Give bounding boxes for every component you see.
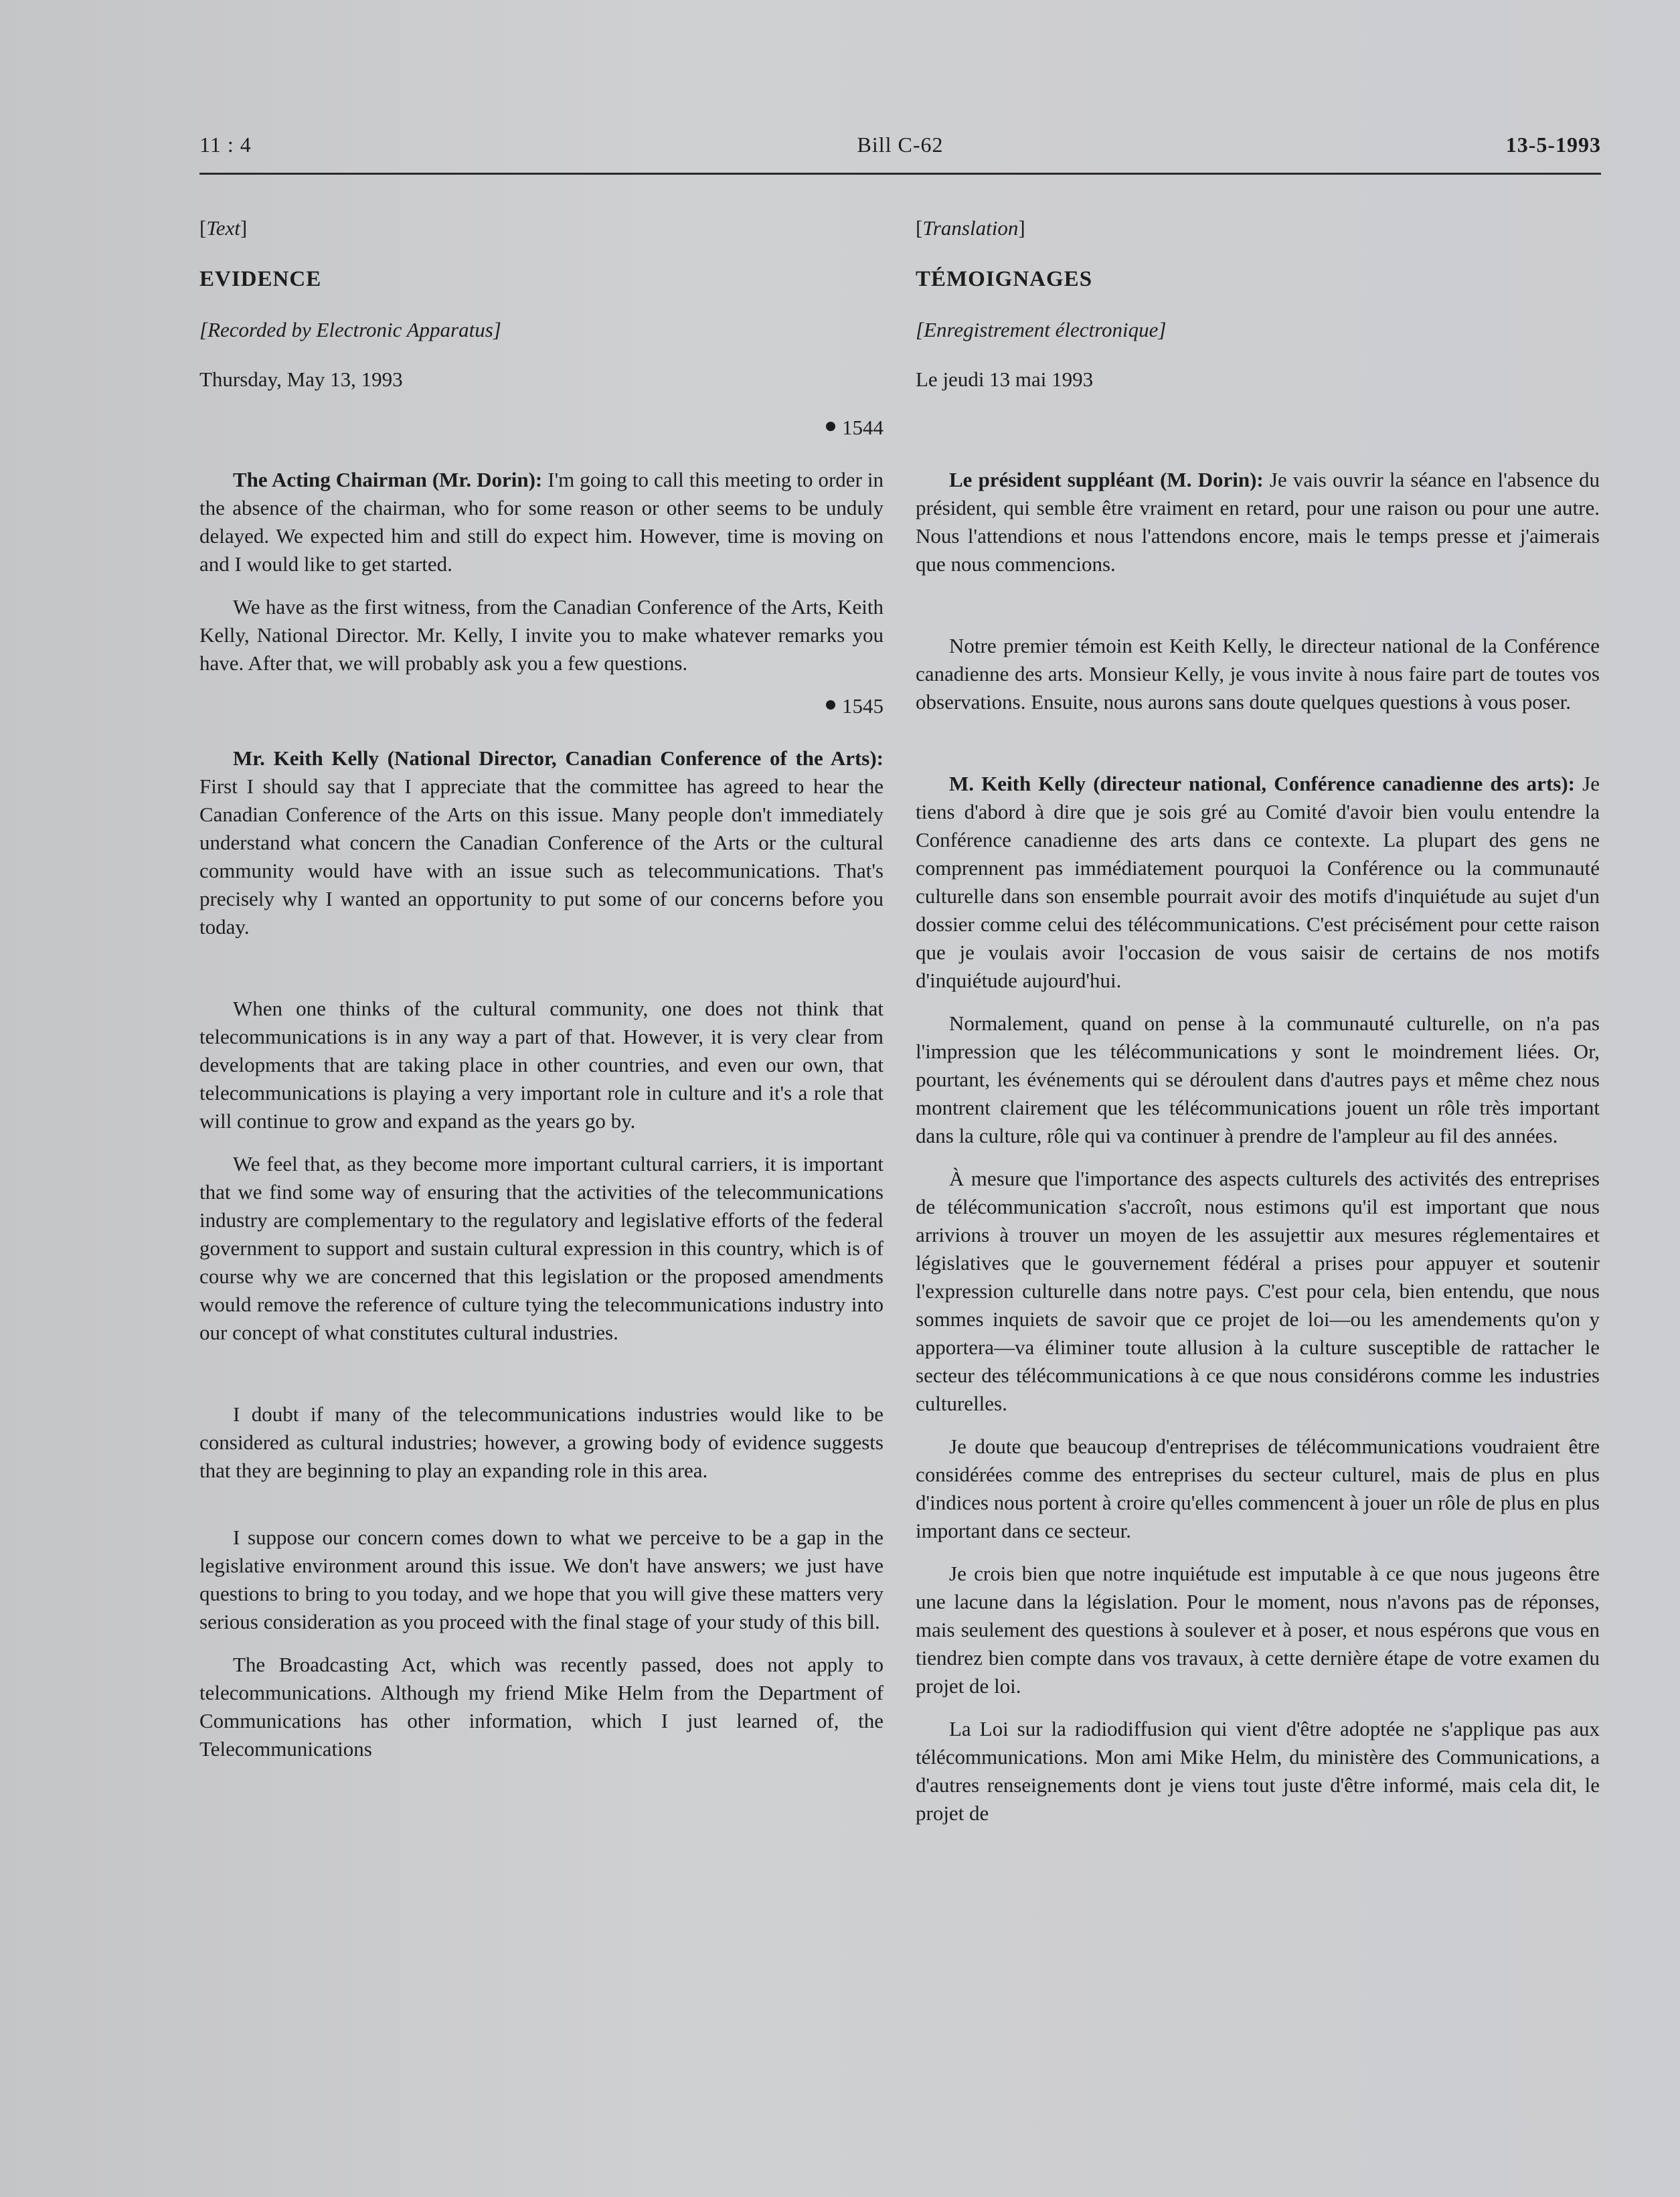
paragraph-kelly-opening: Mr. Keith Kelly (National Director, Canadian Conference of the Arts): First I should say that I appreciate that the committee has agreed to hear the Canadian Conference of the Arts on this issue. Many people don't immediately understand what concern the Canadian Conference of the Arts or the cultural community would have with an issue such as telecommunications. That's precisely why I wanted an opportunity to put some of our concerns before you today. (199, 746, 884, 939)
page-header (199, 133, 1601, 175)
paragraph-communaute-culturelle: Normalement, quand on pense à la communauté culturelle, on n'a pas l'impression que les télécommunications y sont le moindrement liées. Or, pourtant, les événements qui se déroulent dans d'autres pays et même chez nous montrent clairement que les télécommunications jouent un rôle très important dans la culture, rôle qui va continuer à prendre de l'ampleur au fil des années. (916, 1011, 1600, 1147)
speaker-name: Le président suppléant (M. Dorin): (949, 468, 1264, 491)
paragraph-president: Le président suppléant (M. Dorin): Je vais ouvrir la séance en l'absence du président, qui semble être vraiment en retard, pour une raison ou pour une autre. Nous l'attendions et nous l'attendons encore, mais le temps presse et j'aimerais que nous commencions. (916, 468, 1600, 576)
timestamp-1545: 1545 (199, 692, 884, 720)
meeting-date: Thursday, May 13, 1993 (199, 368, 403, 391)
speaker-name: M. Keith Kelly (directeur national, Conférence canadienne des arts): (949, 772, 1575, 795)
header-date: 13-5-1993 (1505, 133, 1601, 157)
paragraph-chairman: The Acting Chairman (Mr. Dorin): I'm going to call this meeting to order in the absence of the chairman, who for some reason or other seems to be unduly delayed. We expected him and still do expect him. However, time is moving on and I would like to get started. (199, 468, 884, 576)
paragraph-cultural-community: When one thinks of the cultural community, one does not think that telecommunications is in any way a part of that. However, it is very clear from developments that are taking place in other countries, and even our own, that telecommunications is playing a very important role in culture and it's a role that will continue to grow and expand as the years go by. (199, 997, 884, 1133)
paragraph-cultural-carriers: We feel that, as they become more important cultural carriers, it is important that we find some way of ensuring that the activities of the telecommunications industry are complementary to the regulatory and legislative efforts of the federal government to support and sustain cultural expression in this country, which is of course why we are concerned that this legislation or the proposed amendments would remove the reference of culture tying the telecommunications industry into our concept of what constitutes cultural industries. (199, 1152, 884, 1344)
english-column (199, 214, 884, 1778)
paragraph-doubt: I doubt if many of the telecommunications industries would like to be considered as cultural industries; however, a growing body of evidence suggests that they are beginning to play an expanding role in this area. (199, 1402, 884, 1482)
timestamp-1544: 1544 (199, 414, 884, 442)
paragraph-broadcasting-act: The Broadcasting Act, which was recently passed, does not apply to telecommunications. Although my friend Mike Helm from the Department of Communications has other information, which I just learned of, the Telecommunications (199, 1653, 884, 1761)
french-column (916, 214, 1600, 1842)
paragraph-inquietude: Je crois bien que notre inquiétude est imputable à ce que nous jugeons être une lacune dans la législation. Pour le moment, nous n'avons pas de réponses, mais seulement des questions à soulever et à poser, et nous espérons que vous en tiendrez bien compte dans vos travaux, à cette dernière étape de votre examen du projet de loi. (916, 1562, 1600, 1698)
text-tag: [Text] (199, 216, 248, 240)
bullet-icon (826, 422, 835, 431)
recorded-note: [Recorded by Electronic Apparatus] (199, 318, 501, 341)
paragraph-aspects-culturels: À mesure que l'importance des aspects culturels des activités des entreprises de télécommunication s'accroît, nous estimons qu'il est important que nous arrivions à trouver un moyen de les assujettir aux mesures réglementaires et législatives que le gouvernement fédéral a prises pour appuyer et soutenir l'expression culturelle dans notre pays. C'est pour cela, bien entendu, que nous sommes inquiets de savoir que ce projet de loi—ou les amendements qu'on y apportera—va éliminer toute allusion à la culture susceptible de rattacher le secteur des télécommunications à ce que nous considérons comme les industries culturelles. (916, 1167, 1600, 1415)
paragraph-premier-temoin: Notre premier témoin est Keith Kelly, le directeur national de la Conférence canadienne des arts. Monsieur Kelly, je vous invite à nous faire part de toutes vos observations. Ensuite, nous aurons sans doute quelques questions à vous poser. (916, 634, 1600, 714)
temoignages-heading: TÉMOIGNAGES (916, 267, 1093, 291)
speaker-name: The Acting Chairman (Mr. Dorin): (233, 468, 543, 491)
paragraph-loi-radiodiffusion: La Loi sur la radiodiffusion qui vient d'être adoptée ne s'applique pas aux télécommunications. Mon ami Mike Helm, du ministère des Communications, a d'autres renseignements dont je viens tout juste d'être informé, mais cela dit, le projet de (916, 1717, 1600, 1825)
meeting-date-fr: Le jeudi 13 mai 1993 (916, 368, 1094, 391)
paragraph-gap: I suppose our concern comes down to what we perceive to be a gap in the legislative environment around this issue. We don't have answers; we just have questions to bring to you today, and we hope that you will give these matters very serious consideration as you proceed with the final stage of your study of this bill. (199, 1526, 884, 1633)
paragraph-first-witness: We have as the first witness, from the Canadian Conference of the Arts, Keith Kelly, National Director. Mr. Kelly, I invite you to make whatever remarks you have. After that, we will probably ask you a few questions. (199, 595, 884, 675)
paragraph-kelly-fr: M. Keith Kelly (directeur national, Conférence canadienne des arts): Je tiens d'abord à dire que je sois gré au Comité d'avoir bien voulu entendre la Conférence canadienne des arts dans ce contexte. La plupart des gens ne comprennent pas immédiatement pourquoi la Conférence ou la communauté culturelle dans son ensemble pourrait avoir des motifs d'inquiétude au sujet d'un dossier comme celui des télécommunications. C'est précisément pour cette raison que je voulais avoir l'occasion de vous saisir de certains de nos motifs d'inquiétude aujourd'hui. (916, 772, 1600, 992)
enregistrement-note: [Enregistrement électronique] (916, 318, 1167, 341)
translation-tag: [Translation] (916, 216, 1025, 240)
bullet-icon (826, 700, 835, 710)
evidence-heading: EVIDENCE (199, 267, 322, 291)
page-reference: 11 : 4 (199, 133, 252, 157)
bill-title: Bill C-62 (857, 133, 944, 157)
speaker-name: Mr. Keith Kelly (National Director, Canadian Conference of the Arts): (233, 746, 884, 770)
paragraph-je-doute: Je doute que beaucoup d'entreprises de télécommunications voudraient être considérées comme des entreprises du secteur culturel, mais de plus en plus d'indices nous portent à croire qu'elles commencent à jouer un rôle de plus en plus important dans ce secteur. (916, 1435, 1600, 1542)
